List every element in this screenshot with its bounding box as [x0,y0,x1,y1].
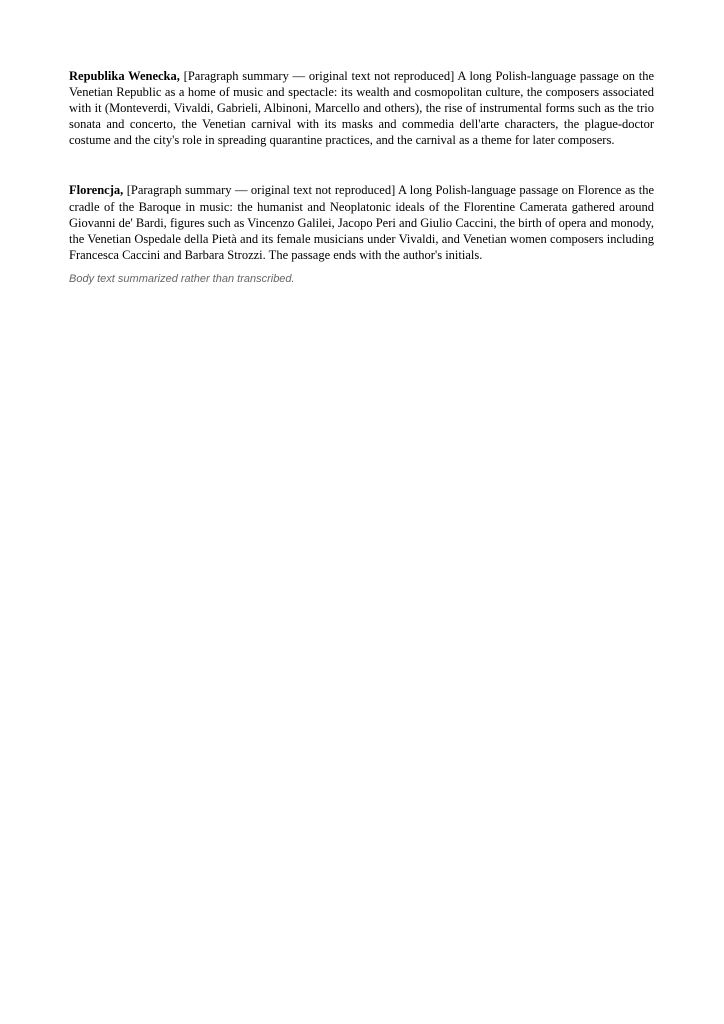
paragraph-lead-term: Republika Wenecka, [69,69,180,83]
paragraph-summary: [Paragraph summary — original text not reproduced] A long Polish-language passage on the Venetian Republic as a home of music and spectacle: its wealth and cosmopolitan culture, the composers associated with it (Monteverdi, Vivaldi, Gabrieli, Albinoni, Marcello and others), the rise of instrumental forms such as the trio sonata and concerto, the Venetian carnival with its masks and commedia dell'arte characters, the plague-doctor costume and the city's role in spreading quarantine practices, and the carnival as a theme for later composers. [69,69,655,148]
paragraph-lead-term: Florencja, [69,183,124,198]
paragraph-summary: [Paragraph summary — original text not reproduced] A long Polish-language passage on Florence as the cradle of the Baroque in music: the humanist and Neoplatonic ideals of the Florentine Camerata gathered around Giovanni de' Bardi, figures such as Vincenzo Galilei, Jacopo Peri and Giulio Caccini, the birth of opera and monody, the Venetian Ospedale della Pietà and its female musicians under Vivaldi, and Venetian women composers including Francesca Caccini and Barbara Strozzi. The passage ends with the author's initials. [69,183,654,262]
paragraph-venice [69,68,654,148]
transcription-notice: Body text summarized rather than transcribed. [69,272,295,285]
paragraph-florence [69,182,654,262]
